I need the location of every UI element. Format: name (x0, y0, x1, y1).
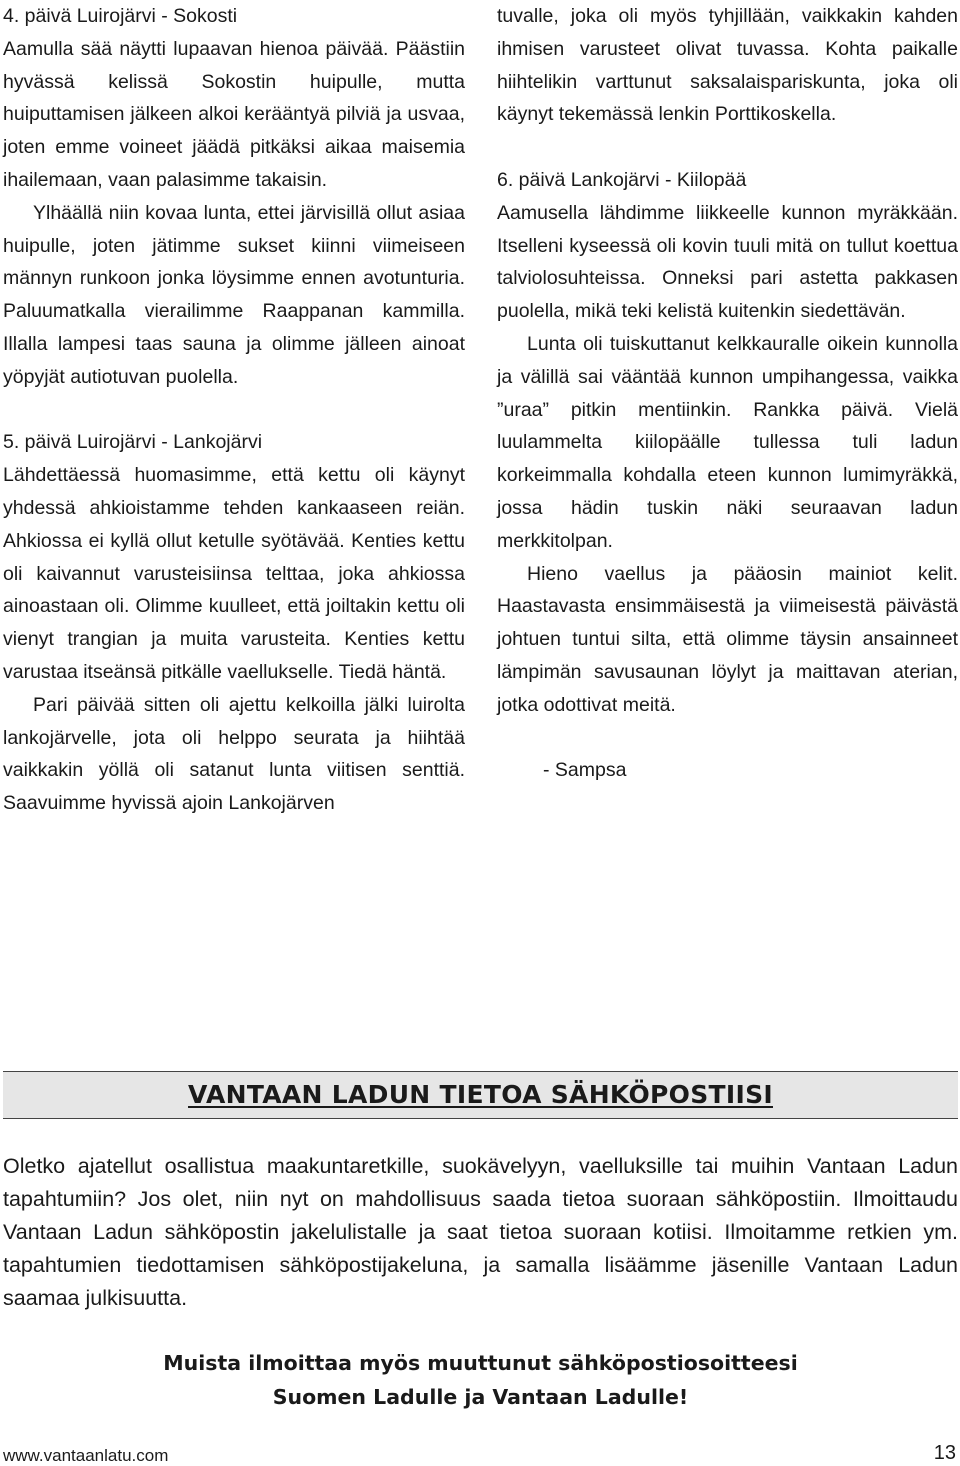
announcement-banner (3, 1071, 958, 1119)
day5-paragraph-2: Pari päivää sitten oli ajettu kelkoilla jälki luirolta lankojärvelle, jota oli helppo seurata ja hiihtää vaikkakin yöllä oli satanut lunta viitisen senttiä. Saavuimme hyvissä ajoin Lankojärven (3, 693, 465, 815)
day6-paragraph-3: Hieno vaellus ja pääosin mainiot kelit. Haastavasta ensimmäisestä ja viimeisestä päivästä johtuen tuntui silta, että olimme täysin ansainneet lämpimän savusaunan löylyt ja maittavan aterian, jotka odottivat meitä. (497, 562, 958, 716)
spacer (497, 131, 958, 164)
day6-heading: 6. päivä Lankojärvi - Kiilopää (497, 168, 747, 191)
left-column (3, 0, 465, 820)
day4-paragraph-1: Aamulla sää näytti lupaavan hienoa päivää. Päästiin hyvässä kelissä Sokostin huipulle, mutta huiputtamisen jälkeen alkoi kerääntyä pilviä ja usvaa, joten emme voineet jäädä pitkäksi aikaa maisemia ihailemaan, vaan palasimme takaisin. (3, 37, 465, 191)
right-column (497, 0, 958, 787)
day6-paragraph-2: Lunta oli tuiskuttanut kelkkauralle oikein kunnolla ja välillä sai vääntää kunnon umpihangessa, vaikka ”uraa” pitkin mentiinkin. Rankka päivä. Vielä luulammelta kiilopäälle tullessa tuli ladun korkeimmalla kohdalla eteen kunnon lumimyräkkä, jossa hädin tuskin näki seuraavan ladun merkkitolpan. (497, 332, 958, 552)
day4-paragraph-2: Ylhäällä niin kovaa lunta, ettei järvisillä ollut asiaa huipulle, joten jätimme sukset kiinni viimeiseen männyn runkoon jonka löysimme ennen avotunturia. Paluumatkalla vierailimme Raappanan kammilla. Illalla lampesi taas sauna ja olimme jälleen ainoat yöpyjät autiotuvan puolella. (3, 201, 465, 388)
announcement-body: Oletko ajatellut osallistua maakuntaretkille, suokävelyyn, vaelluksille tai muihin Vantaan Ladun tapahtumiin? Jos olet, niin nyt on mahdollisuus saada tietoa suoraan sähköpostiin. Ilmoittaudu Vantaan Ladun sähköpostin jakelulistalle ja saat tietoa suoraan kotiisi. Ilmoitamme retkien ym. tapahtumien tiedottamisen sähköpostijakeluna, ja samalla lisäämme jäsenille Vantaan Ladun saamaa julkisuutta. (3, 1154, 958, 1310)
signature: - Sampsa (543, 759, 627, 782)
callout-line-2: Suomen Ladulle ja Vantaan Ladulle! (272, 1385, 689, 1409)
callout-line-1: Muista ilmoittaa myös muuttunut sähköpostiosoitteesi (163, 1351, 798, 1375)
footer-url: www.vantaanlatu.com (3, 1446, 169, 1465)
day5-heading: 5. päivä Luirojärvi - Lankojärvi (3, 431, 263, 454)
email-callout (3, 1346, 958, 1414)
day4-heading: 4. päivä Luirojärvi - Sokosti (3, 5, 238, 27)
day6-paragraph-1: Aamusella lähdimme liikkeelle kunnon myräkkään. Itselleni kyseessä oli kovin tuuli mitä on tullut koettua talviolosuhteissa. Onneksi pari astetta pakkasen puolella, mikä teki kelistä kuitenkin siedettävän. (497, 201, 958, 323)
spacer (497, 722, 958, 755)
day5-paragraph-2-continued: tuvalle, joka oli myös tyhjillään, vaikkakin kahden ihmisen varusteet olivat tuvassa. Kohta paikalle hiihtelikin varttunut saksalaispariskunta, joka oli käynyt tekemässä lenkin Porttikoskella. (497, 5, 958, 126)
page-number: 13 (933, 1442, 956, 1464)
spacer (3, 394, 465, 427)
announcement-title: VANTAAN LADUN TIETOA SÄHKÖPOSTIISI (188, 1080, 773, 1109)
day5-paragraph-1: Lähdettäessä huomasimme, että kettu oli käynyt yhdessä ahkioistamme tehden kankaaseen reiän. Ahkiossa ei kyllä ollut ketulle syötävää. Kenties kettu oli kaivannut varusteisiinsa telttaa, joka ahkiossa ainoastaan oli. Olimme kuulleet, että joiltakin kettu oli vienyt trangian ja muita varusteita. Kenties kettu varustaa itseänsä pitkälle vaellukselle. Tiedä häntä. (3, 464, 465, 683)
